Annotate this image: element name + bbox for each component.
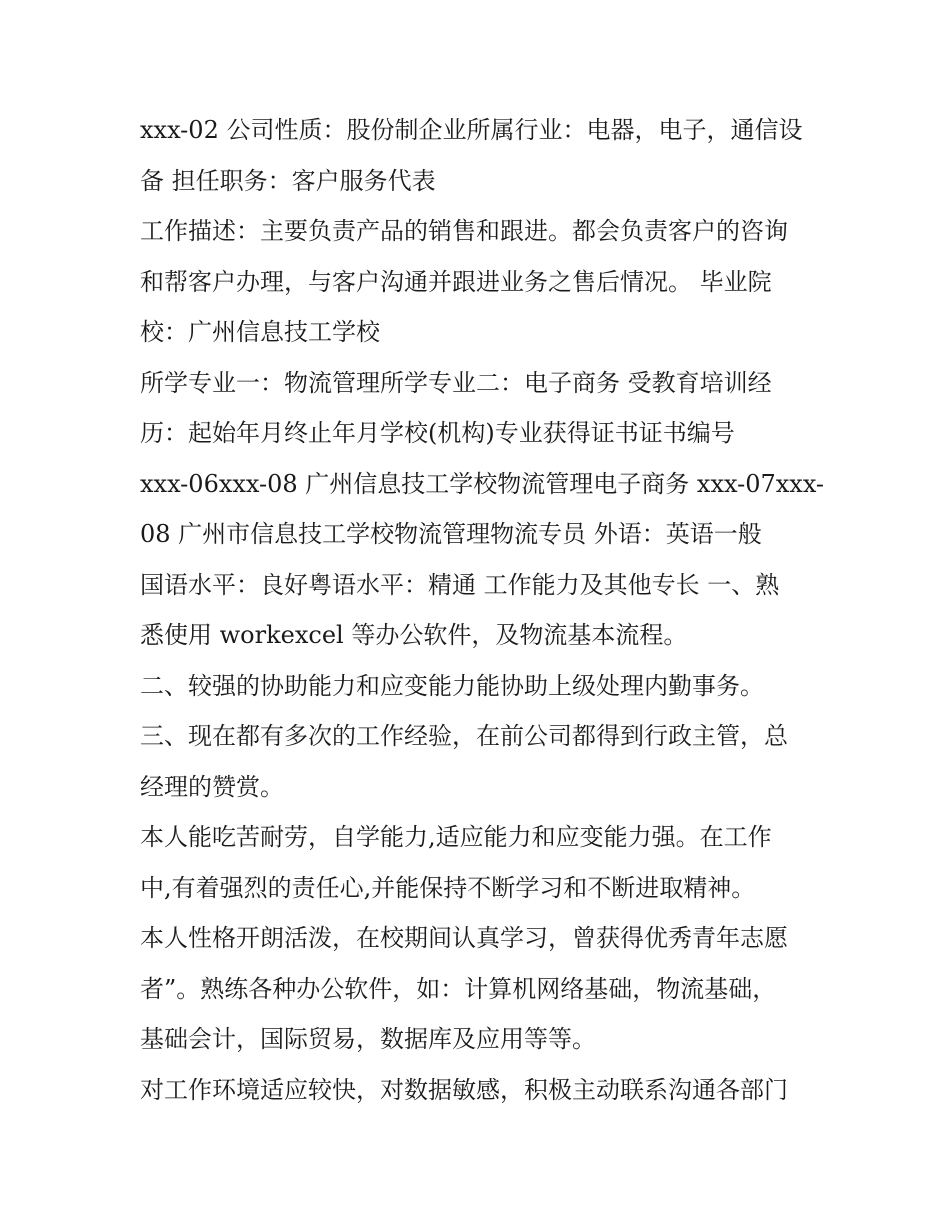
text-line: 国语水平：良好粤语水平：精通 工作能力及其他专长 一、熟 (140, 570, 780, 599)
text-line: 悉使用 workexcel 等办公软件，及物流基本流程。 (140, 621, 688, 649)
text-line: 和帮客户办理，与客户沟通并跟进业务之售后情况。 毕业院 (140, 267, 772, 296)
text-line: 三、现在都有多次的工作经验，在前公司都得到行政主管，总 (140, 722, 788, 750)
text-line: 经理的赞赏。 (140, 772, 284, 801)
text-line: 对工作环境适应较快，对数据敏感，积极主动联系沟通各部门 (140, 1075, 788, 1104)
text-line: 中,有着强烈的责任心,并能保持不断学习和不断进取精神。 (140, 873, 756, 902)
text-line: xxx-06xxx-08 广州信息技工学校物流管理电子商务 xxx-07xxx- (140, 469, 825, 498)
text-line: 工作描述：主要负责产品的销售和跟进。都会负责客户的咨询 (140, 217, 788, 245)
text-line: xxx-02 公司性质：股份制企业所属行业：电器，电子，通信设 (140, 116, 803, 144)
resume-text-block (140, 105, 825, 1115)
text-line: 历：起始年月终止年月学校(机构)专业获得证书证书编号 (140, 419, 735, 447)
text-line: 者”。熟练各种办公软件，如：计算机网络基础，物流基础， (140, 974, 777, 1003)
text-line: 校：广州信息技工学校 (140, 318, 380, 346)
text-line: 二、较强的协助能力和应变能力能协助上级处理内勤事务。 (140, 671, 764, 700)
text-line: 备 担任职务：客户服务代表 (140, 166, 436, 195)
text-line: 08 广州市信息技工学校物流管理物流专员 外语：英语一般 (140, 520, 762, 548)
text-line: 本人性格开朗活泼，在校期间认真学习，曾获得优秀青年志愿 (140, 924, 788, 952)
text-line: 基础会计，国际贸易，数据库及应用等等。 (140, 1025, 596, 1053)
text-line: 所学专业一：物流管理所学专业二：电子商务 受教育培训经 (140, 368, 772, 397)
text-line: 本人能吃苦耐劳，自学能力,适应能力和应变能力强。在工作 (140, 823, 772, 851)
